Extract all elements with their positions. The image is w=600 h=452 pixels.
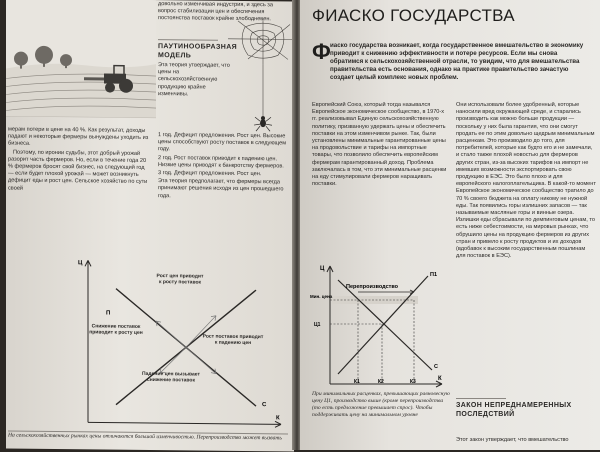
min-price-label: Мин. цена [310, 294, 333, 299]
axis-price-label: Ц [320, 266, 325, 272]
lead-paragraph: иаско государства возникает, когда государственное вмешательство в экономику приводит к снижению эффективности и потере ресурсов. Если мы снова обратимся к сельскохозяйственной отрасли, то увидим, что для вмешательства правительства есть основания, однако на практике правительство зачастую создает целый комплекс новых проблем. [330, 42, 584, 81]
overproduction-label: Перепроизводство [346, 284, 399, 290]
theory-intro: Эта теория утверждает, что цены на сельскохозяйственную продукцию крайне изменчивы. [158, 62, 230, 98]
unintended-consequences-heading: ЗАКОН НЕПРЕДНАМЕРЕННЫХ ПОСЛЕДСТВИЙ [456, 402, 572, 418]
subheading-rule [158, 39, 218, 41]
demand-label: С [434, 364, 438, 370]
spider-web-illustration [228, 19, 294, 140]
right-col1-text: Европейский Союз, который тогда назывался Европейское экономическое сообщество, в 1970-х гг. реализовывал Единую сельскохозяйственную политику, призванную удержать цены и обеспечить поставки на этом изменчивом рынке. Так, были установлены минимальные гарантированные цены на продовольствие и тарифы на импортные товары, что позволило обеспечить европейским фермерам гарантированный доход. Проблема заключалась в том, что эти минимальные расценки на еду стимулировали фермеров наращивать поставки. [312, 102, 447, 188]
left-top-text: довольно изменчивая индустрия, и здесь за вопрос стабилизации цен и обеспечения постоянства поставок крайне злободневен. [158, 1, 273, 23]
left-caption: На сельскохозяйственных рынках цены отличаются большой изменчивостью. Перепроизводство может вызвать [8, 432, 282, 442]
label-price-fall-supply-cut: Падение цен вызывает снижение поставок [142, 370, 200, 384]
demand-label: С [262, 402, 267, 409]
left-col-para-1: мерам потери в цене на 40 %. Как результат, доходы падают и некоторые фермеры вынуждены уходить из бизнеса. [8, 126, 149, 148]
right-caption: При минимальных расценках, превышающих равновесную цену Ц1, производство выше (кроме перепроизводства (то есть предложение превышает спрос). Чтобы поддерживать цену на минимальном уровне [312, 391, 450, 418]
farm-tractor-illustration [6, 0, 156, 118]
left-col-para-2: Поэтому, по иронии судьбы, этот добрый урожай разорит часть фермеров. Но, если в течение года 20 % фермеров бросят свой бизнес, на следующий год — если будет плохой урожай — может возникнуть дефицит еды и рост цен. Сельское хозяйство по сути своей [8, 149, 148, 192]
right-page [300, 0, 600, 450]
overproduction-diagram [310, 262, 450, 388]
k1-tick: К1 [354, 379, 360, 385]
left-page [6, 0, 294, 452]
supply-label: П1 [430, 272, 438, 278]
page-title: ФИАСКО ГОСУДАРСТВА [312, 6, 515, 25]
axis-quantity-label: К [438, 376, 442, 382]
k2-tick: К2 [378, 379, 384, 385]
supply-label: П [106, 310, 111, 317]
demand-line [338, 280, 432, 370]
equilibrium-price-label: Ц1 [314, 322, 321, 328]
label-supply-cut-price-rise: Снижение поставок приводит к росту цен [89, 323, 143, 336]
theory-years [158, 132, 294, 202]
axis-quantity-label: К [276, 415, 280, 422]
theory-year-2: 2 год. Рост поставок приводит к падению цен. Низкие цены приводят к банкротству фермеров. [158, 154, 284, 170]
k3-tick: К3 [410, 379, 416, 385]
label-price-rise-supply: Рост цен приводит к росту поставок [156, 273, 204, 286]
subheading-rule [456, 398, 506, 399]
right-col2-text: Они использовали более удобренный, которые наносили вред окружающей среде, и старались производить как можно больше продукции — поскольку у них была гарантия, что они смогут продать ее по этим довольно щедрым минимальным расценкам. Это производило до того, для потребителей, которые как будто его и не замечали, и стало также плохой новостью для фермеров других стран, из-за высоких тарифов на импорт не имевших возможности экспортировать свою продукцию в ЕЭС. Это было плохо и для европейского налогоплательщика. В какой-то момент Европейское экономическое сообщество тратило до 70 % своего бюджета на оплату никому не нужной еды. Так появились горы излишних запасов — так называемые масляные горы и винные озера. Излишки еды сбрасывали по демпинговым ценам, то есть ниже себестоимости, на мировых рынках, что обрушило цены на продукцию фермеров из других стран и привело к росту продуктов и их доходов (вдобавок к высоким государственным пошлинам для поставок в ЕЭС). [456, 102, 596, 260]
cobweb-model-heading: ПАУТИНООБРАЗНАЯ МОДЕЛЬ [158, 43, 238, 59]
theory-year-1: 1 год. Дефицит предложения. Рост цен. Высокие цены способствуют росту поставок в следующем году. [158, 132, 287, 153]
theory-outro: Эта теория предполагает, что фермеры всегда принимают решения исходя из цен прошедшего года. [158, 178, 284, 199]
left-col-text [8, 127, 150, 195]
axis-price-label: Ц [78, 260, 83, 267]
unintended-consequences-text: Этот закон утверждает, что вмешательство [456, 437, 569, 443]
label-supply-rise-price-fall: Рост поставок приводит к падению цен [202, 333, 264, 347]
supply-line [338, 276, 428, 374]
dropcap: Ф [312, 39, 331, 64]
spider-icon [260, 116, 266, 127]
theory-year-3: 3 год. Дефицит предложения. Рост цен. [158, 170, 262, 178]
